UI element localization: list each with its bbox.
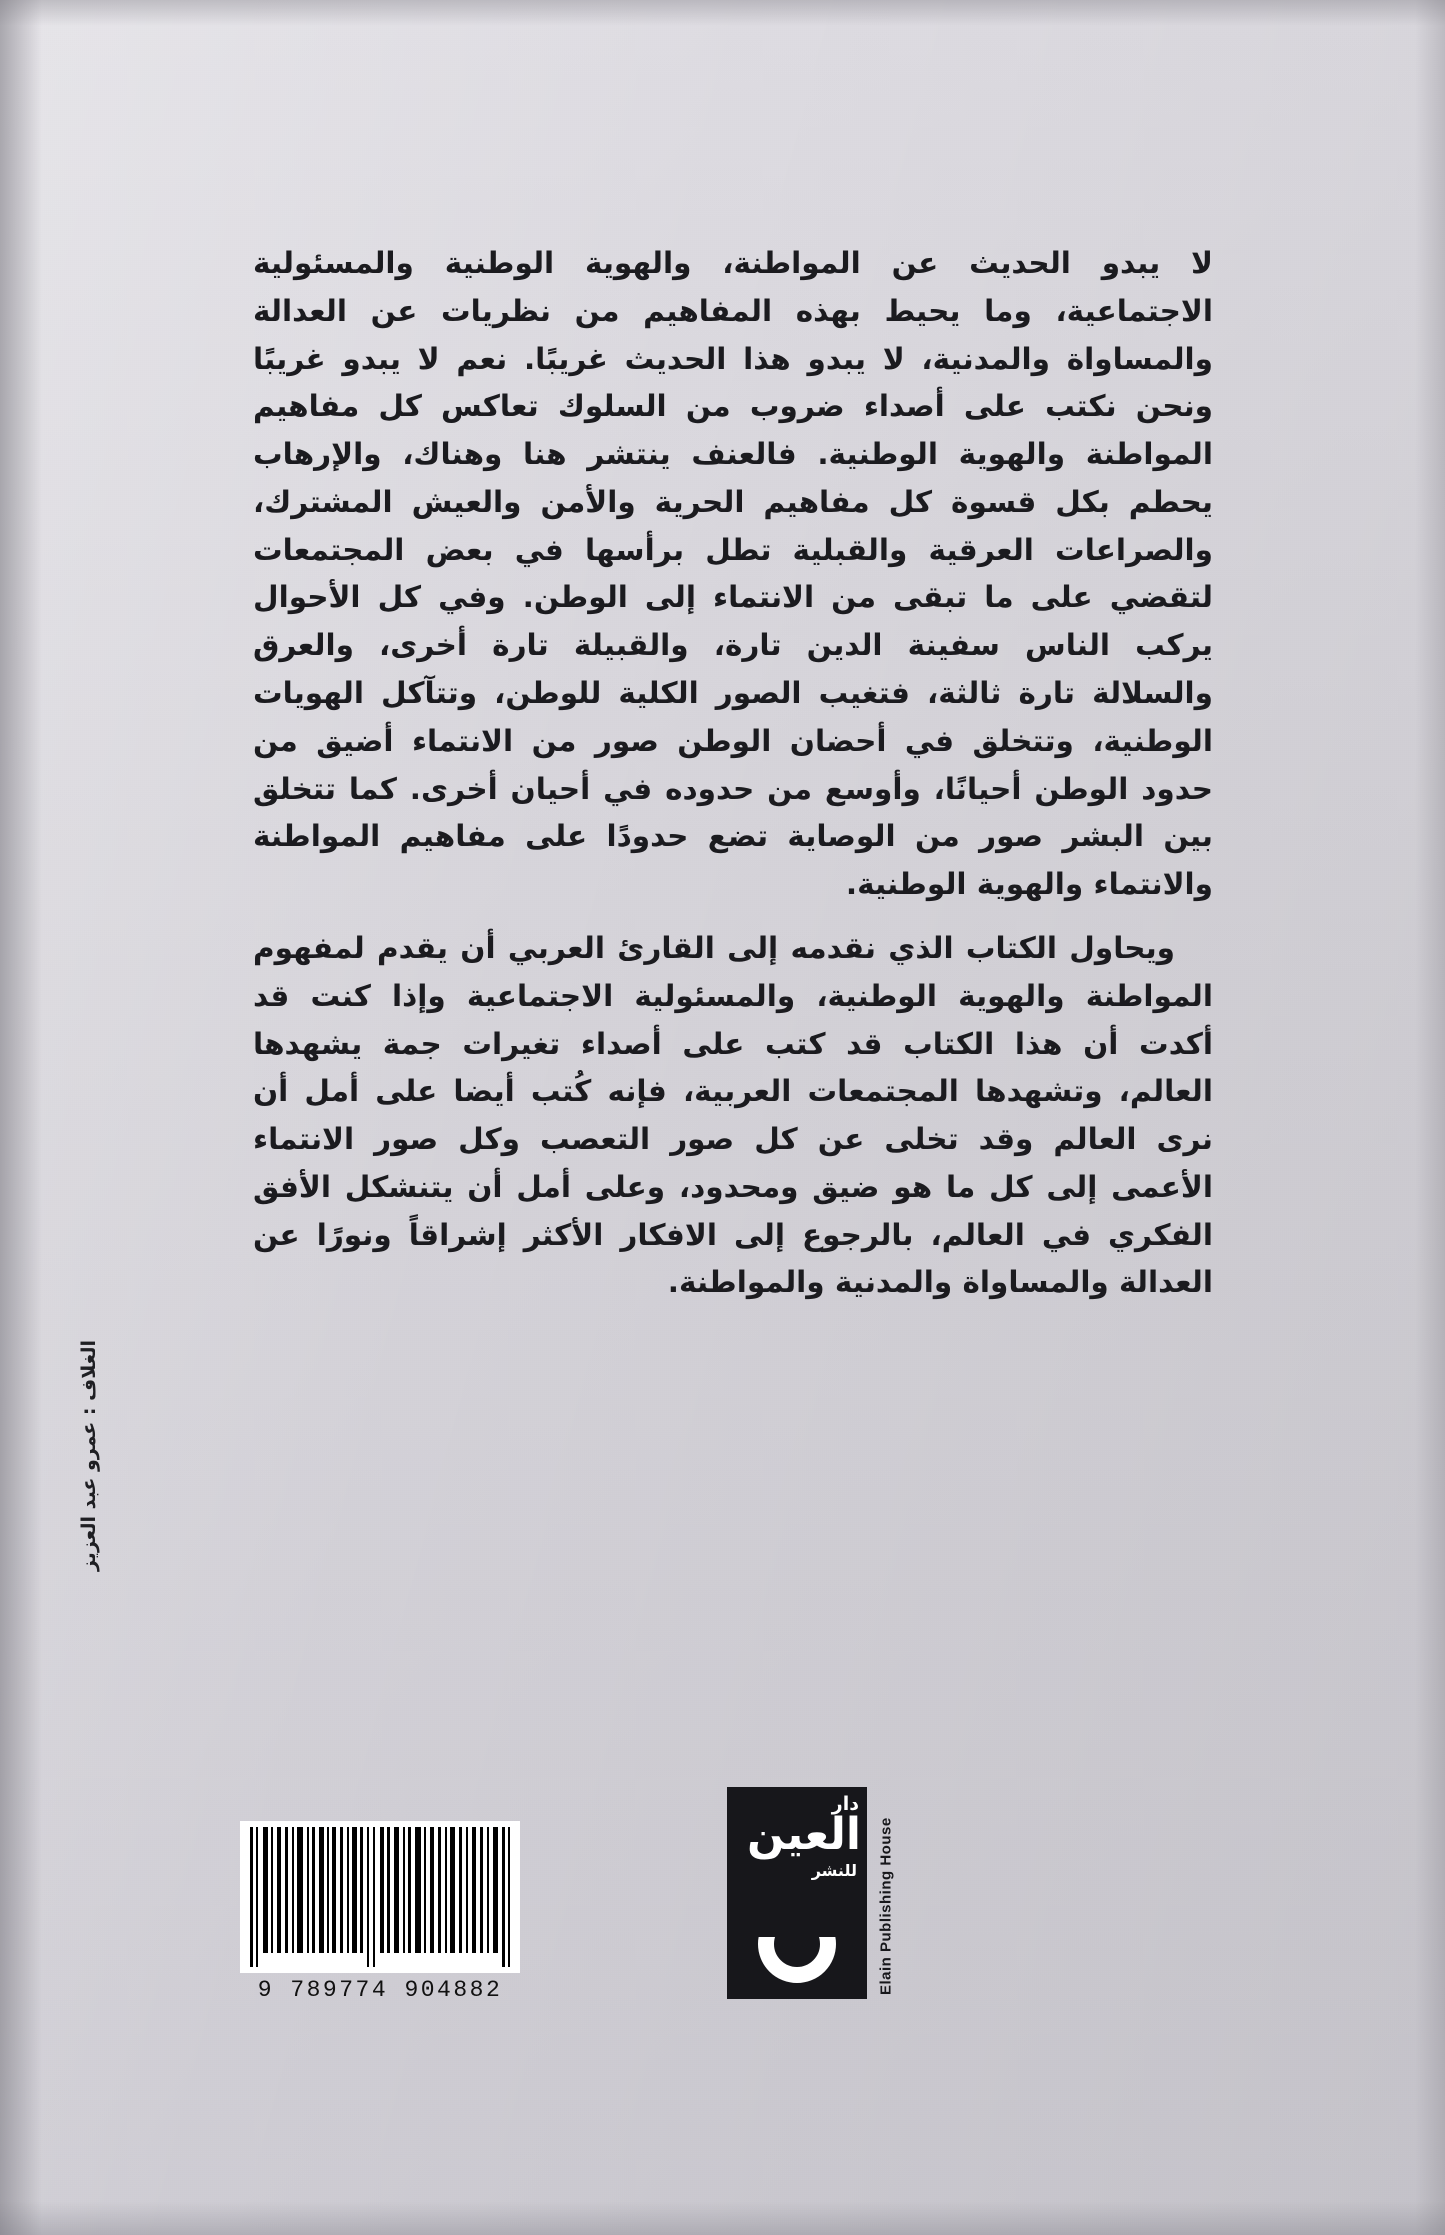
cover-designer-credit: الغلاف : عمرو عبد العزيز <box>78 1340 100 1572</box>
right-edge-shadow <box>1415 0 1445 2235</box>
publisher-latin-name-text: Elain Publishing House <box>877 1817 895 1995</box>
publisher-logo-shape-cut <box>749 1903 845 1937</box>
blurb-paragraph-1: لا يبدو الحديث عن المواطنة، والهوية الوطنية والمسئولية الاجتماعية، وما يحيط بهذه المفاهيم من نظريات عن العدالة والمساواة والمدنية، لا يبدو هذا الحديث غريبًا. نعم لا يبدو غريبًا ونحن نكتب على أصداء ضروب من السلوك تعاكس كل مفاهيم المواطنة والهوية الوطنية. فالعنف ينتشر هنا وهناك، والإرهاب يحطم بكل قسوة كل مفاهيم الحرية والأمن والعيش المشترك، والصراعات العرقية والقبلية تطل برأسها في بعض المجتمعات لتقضي على ما تبقى من الانتماء إلى الوطن. وفي كل الأحوال يركب الناس سفينة الدين تارة، والقبيلة تارة أخرى، والعرق والسلالة تارة ثالثة، فتغيب الصور الكلية للوطن، وتتآكل الهويات الوطنية، وتتخلق في أحضان الوطن صور من الانتماء أضيق من حدود الوطن أحيانًا، وأوسع من حدوده في أحيان أخرى. كما تتخلق بين البشر صور من الوصاية تضع حدودًا على مفاهيم المواطنة والانتماء والهوية الوطنية. <box>253 246 1213 902</box>
bottom-edge-shadow <box>0 2201 1445 2235</box>
isbn-barcode <box>240 1821 520 2003</box>
isbn-number: 9 789774 904882 <box>257 1977 503 2003</box>
publisher-arabic-main: العين <box>747 1809 861 1860</box>
publisher-arabic-sub: للنشر <box>811 1861 857 1880</box>
blurb-paragraph-2: ويحاول الكتاب الذي نقدمه إلى القارئ العربي أن يقدم لمفهوم المواطنة والهوية الوطنية، والمسئولية الاجتماعية وإذا كنت قد أكدت أن هذا الكتاب قد كتب على أصداء تغيرات جمة يشهدها العالم، وتشهدها المجتمعات العربية، فإنه كُتب أيضا على أمل أن نرى العالم وقد تخلى عن كل صور التعصب وكل صور الانتماء الأعمى إلى كل ما هو ضيق ومحدود، وعلى أمل أن يتنشكل الأفق الفكري في العالم، بالرجوع إلى الافكار الأكثر إشراقاً ونورًا عن العدالة والمساواة والمدنية والمواطنة. <box>253 930 1213 1300</box>
barcode-bars <box>240 1821 520 1973</box>
publisher-latin-name <box>867 1787 905 1999</box>
back-cover-blurb <box>253 240 1213 1311</box>
top-edge-shadow <box>0 0 1445 26</box>
left-edge-shadow <box>0 0 42 2235</box>
publisher-arabic-top: دار <box>831 1793 859 1815</box>
barcode-bars-svg <box>244 1827 516 1967</box>
publisher-logo <box>727 1787 905 1999</box>
publisher-logo-mark <box>727 1787 867 1999</box>
